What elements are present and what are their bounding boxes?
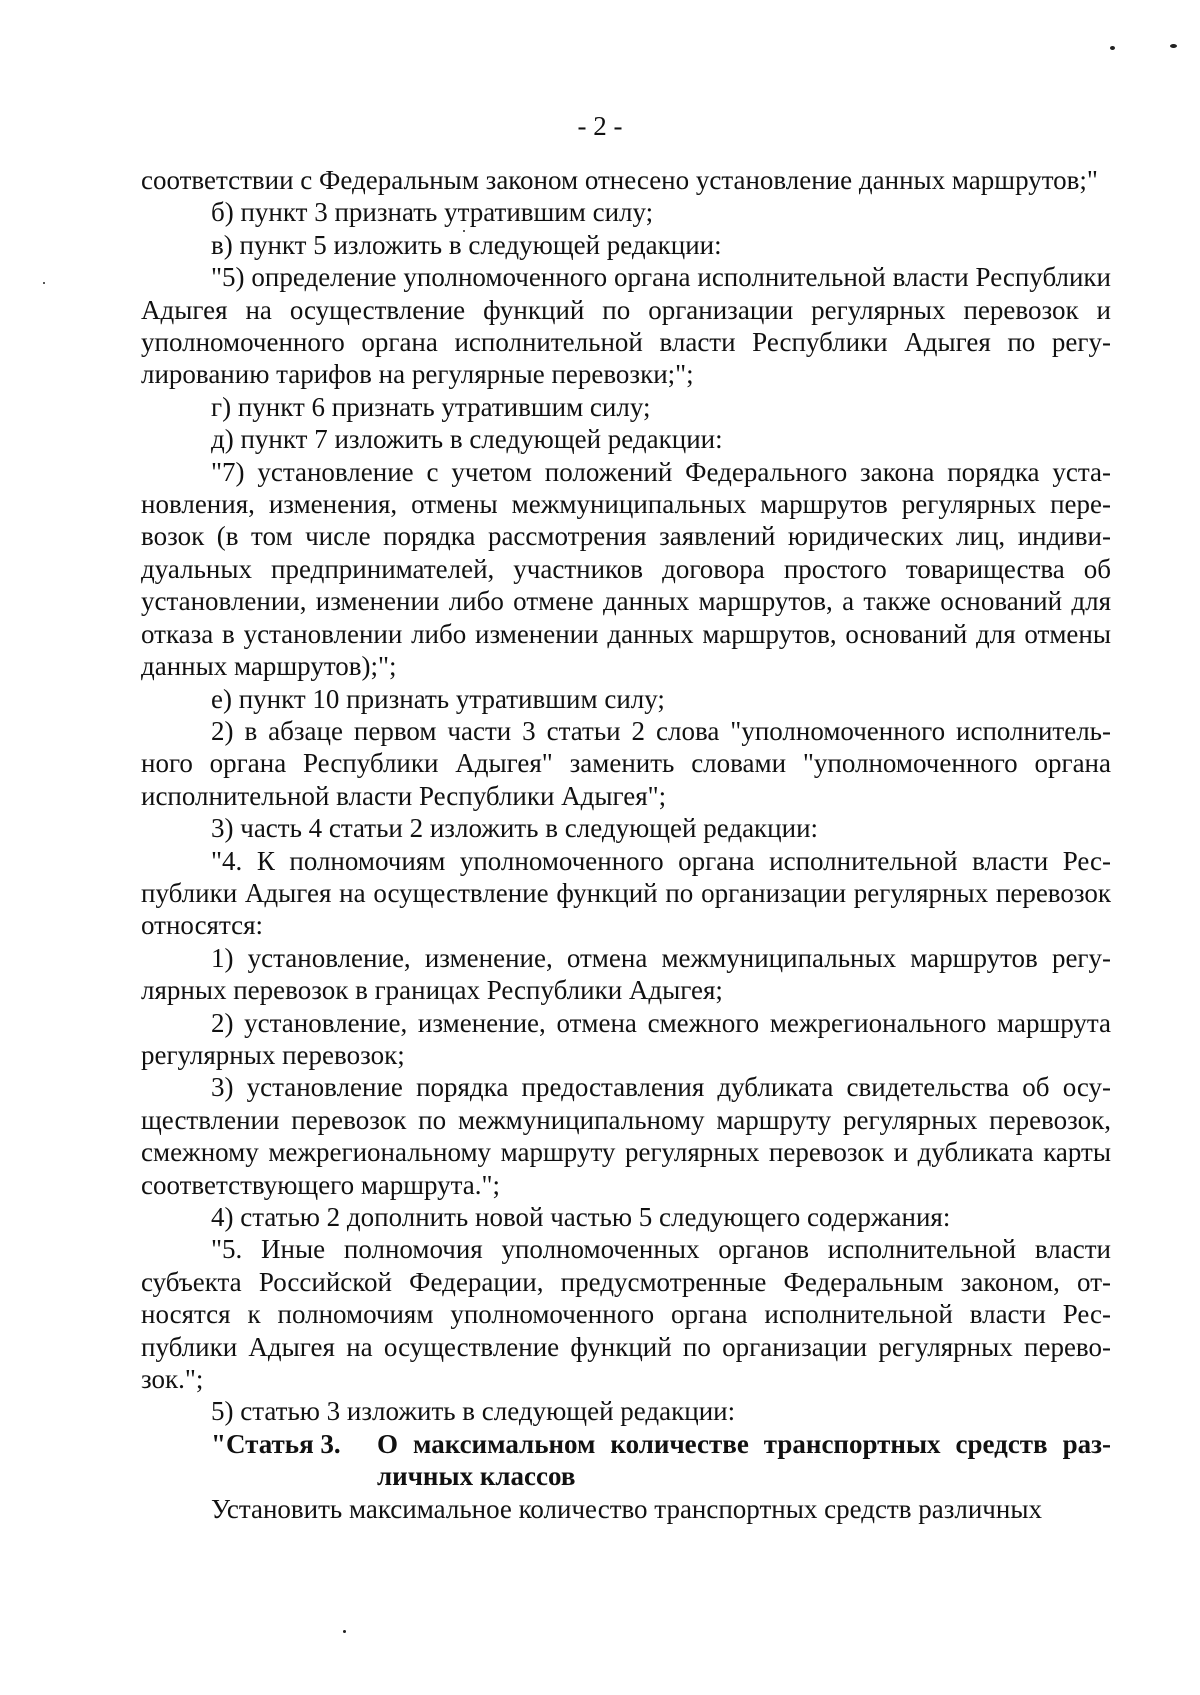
paragraph: д) пункт 7 изложить в следующей редакции:	[211, 424, 723, 455]
paragraph: 1) установление, изменение, отмена межмуниципальных маршрутов регулярных перевозок в границах Республики Адыгея;	[141, 942, 1111, 1006]
paragraph: "7) установление с учетом положений Федерального закона порядка установления, изменения, отмены межмуниципальных маршрутов регулярных перевозок (в том числе порядка рассмотрения заявлений юридических лиц, индивидуальных предпринимателей, участников договора простого товарищества об установлении, изменении либо отмене данных маршрутов, а также оснований для отказа в установлении либо изменении данных маршрутов, оснований для отмены данных маршрутов);";	[141, 456, 1111, 682]
scan-speck	[43, 282, 45, 284]
scan-speck	[1170, 44, 1177, 48]
paragraph: е) пункт 10 признать утратившим силу;	[211, 683, 665, 714]
paragraph: 2) в абзаце первом части 3 статьи 2 слова "уполномоченного исполнительного органа Республики Адыгея" заменить словами "уполномоченного органа исполнительной власти Республики Адыгея";	[141, 715, 1111, 811]
paragraph: в) пункт 5 изложить в следующей редакции:	[211, 229, 722, 260]
scan-speck	[1110, 46, 1115, 50]
paragraph: соответствии с Федеральным законом отнесено установление данных маршрутов;"	[141, 165, 1098, 195]
article-heading	[141, 1428, 1111, 1493]
document-body	[141, 164, 1111, 1525]
page-number: - 2 -	[577, 111, 623, 141]
scan-speck	[343, 1630, 346, 1633]
paragraph: 3) установление порядка предоставления дубликата свидетельства об осуществлении перевозок по межмуниципальному маршруту регулярных перевозок, смежному межрегиональному маршруту регулярных перевозок и дубликата карты соответствующего маршрута.";	[141, 1072, 1111, 1200]
paragraph: "5) определение уполномоченного органа исполнительной власти Республики Адыгея на осуществление функций по организации регулярных перевозок и уполномоченного органа исполнительной власти Республики Адыгея по регулированию тарифов на регулярные перевозки;";	[141, 262, 1111, 390]
paragraph: 5) статью 3 изложить в следующей редакции:	[211, 1396, 736, 1427]
paragraph: г) пункт 6 признать утратившим силу;	[211, 391, 651, 422]
paragraph: "4. К полномочиям уполномоченного органа исполнительной власти Республики Адыгея на осуществление функций по организации регулярных перевозок относятся:	[141, 845, 1111, 941]
paragraph: "5. Иные полномочия уполномоченных органов исполнительной власти субъекта Российской Федерации, предусмотренные Федеральным законом, относятся к полномочиям уполномоченного органа исполнительной власти Республики Адыгея на осуществление функций по организации регулярных перевозок.";	[141, 1234, 1111, 1395]
article-title: О максимальном количестве транспортных средств различных классов	[377, 1428, 1111, 1492]
paragraph: 4) статью 2 дополнить новой частью 5 следующего содержания:	[211, 1202, 951, 1232]
paragraph: Установить максимальное количество транспортных средств различных	[211, 1493, 1042, 1524]
paragraph: б) пункт 3 признать утратившим силу;	[211, 197, 654, 228]
article-number: "Статья 3.	[211, 1428, 341, 1459]
paragraph: 3) часть 4 статьи 2 изложить в следующей редакции:	[211, 813, 819, 844]
paragraph: 2) установление, изменение, отмена смежного межрегионального маршрута регулярных перевозок;	[141, 1007, 1111, 1070]
